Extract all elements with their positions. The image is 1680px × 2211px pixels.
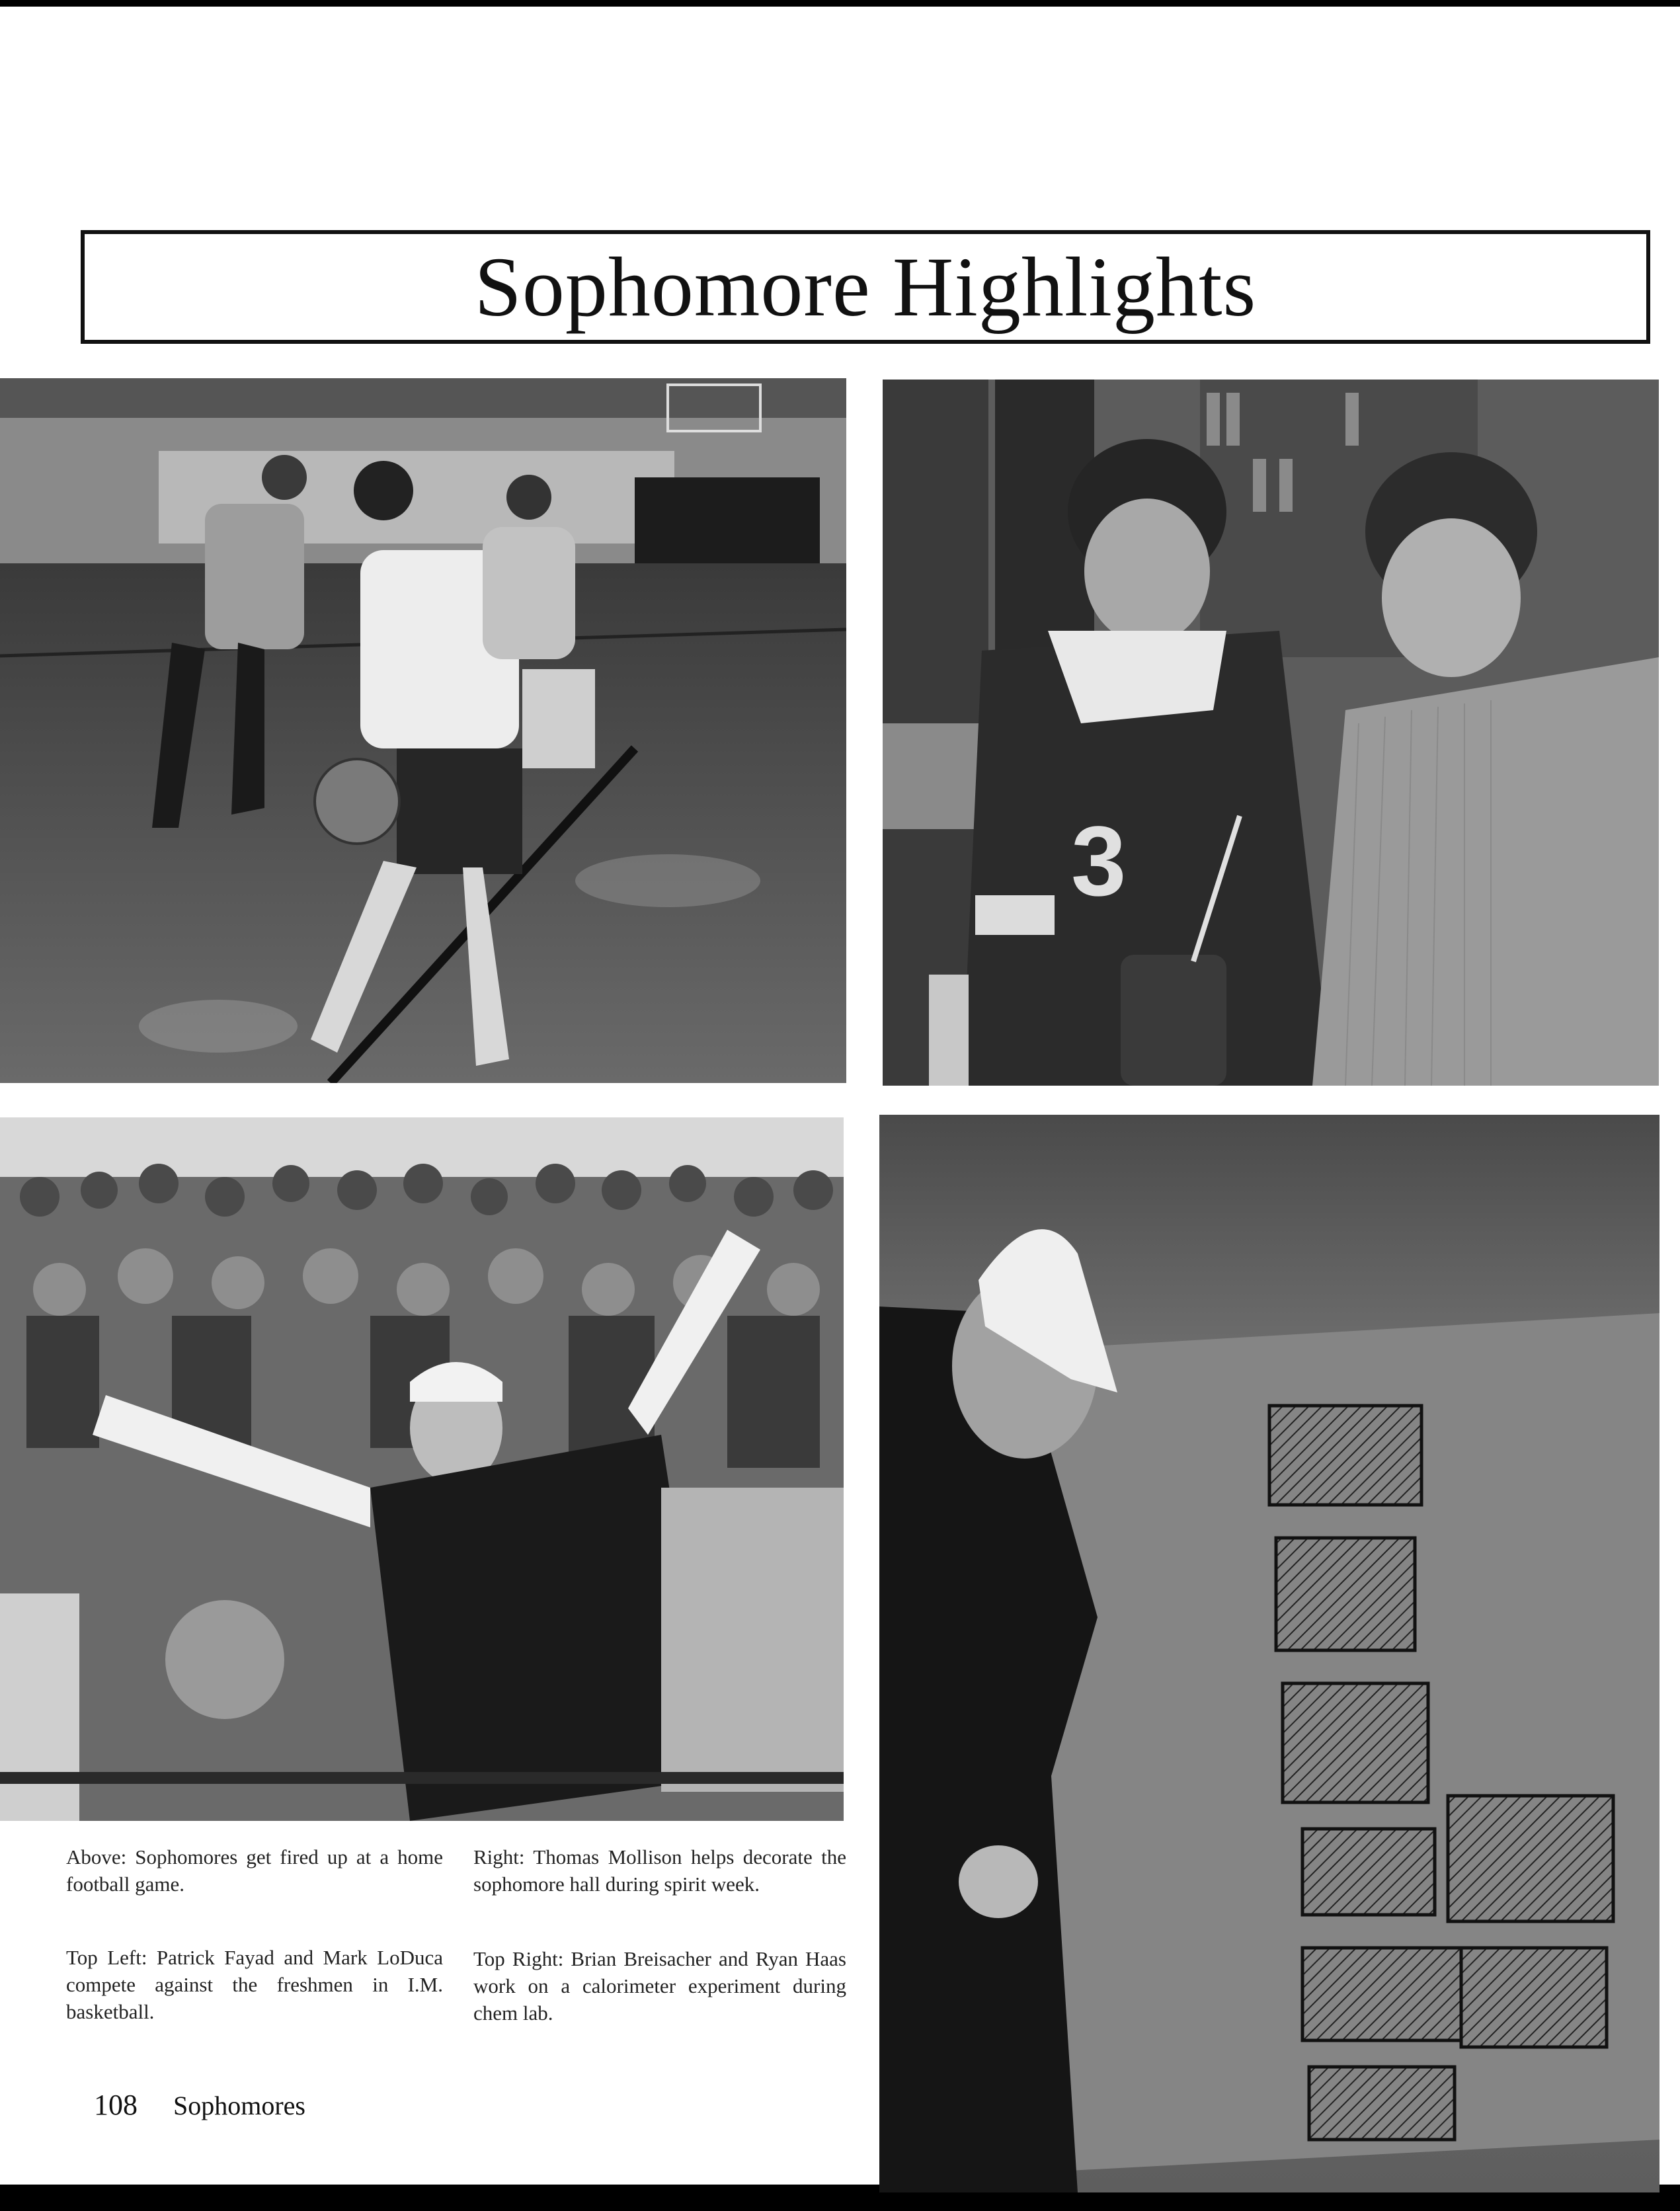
page-title-box: [81, 230, 1650, 344]
caption-above: Above: Sophomores get fired up at a home football game.: [66, 1845, 443, 1896]
basketball-photo-image: [0, 378, 846, 1083]
photo-basketball: [0, 378, 846, 1083]
caption-top-right: Top Right: Brian Breisacher and Ryan Haas work on a calorimeter experiment during chem lab.: [473, 1947, 846, 2025]
page-folio: [94, 2088, 305, 2122]
jersey-number: 3: [1071, 805, 1127, 916]
photo-chem-lab: [883, 380, 1659, 1086]
caption-top-left: Top Left: Patrick Fayad and Mark LoDuca compete against the freshmen in I.M. basketball.: [66, 1946, 443, 2023]
caption-right: Right: Thomas Mollison helps decorate the sophomore hall during spirit week.: [473, 1845, 846, 1896]
photo-football-crowd: [0, 1117, 844, 1821]
yearbook-page: [0, 7, 1680, 2185]
crowd-photo-image: [0, 1117, 844, 1821]
decorating-photo-image: [879, 1115, 1660, 2192]
photo-hall-decorating: [879, 1115, 1660, 2192]
page-title: Sophomore Highlights: [474, 239, 1257, 334]
section-name: Sophomores: [173, 2091, 305, 2120]
page-number: 108: [94, 2089, 138, 2121]
chem-lab-photo-image: [883, 380, 1659, 1086]
